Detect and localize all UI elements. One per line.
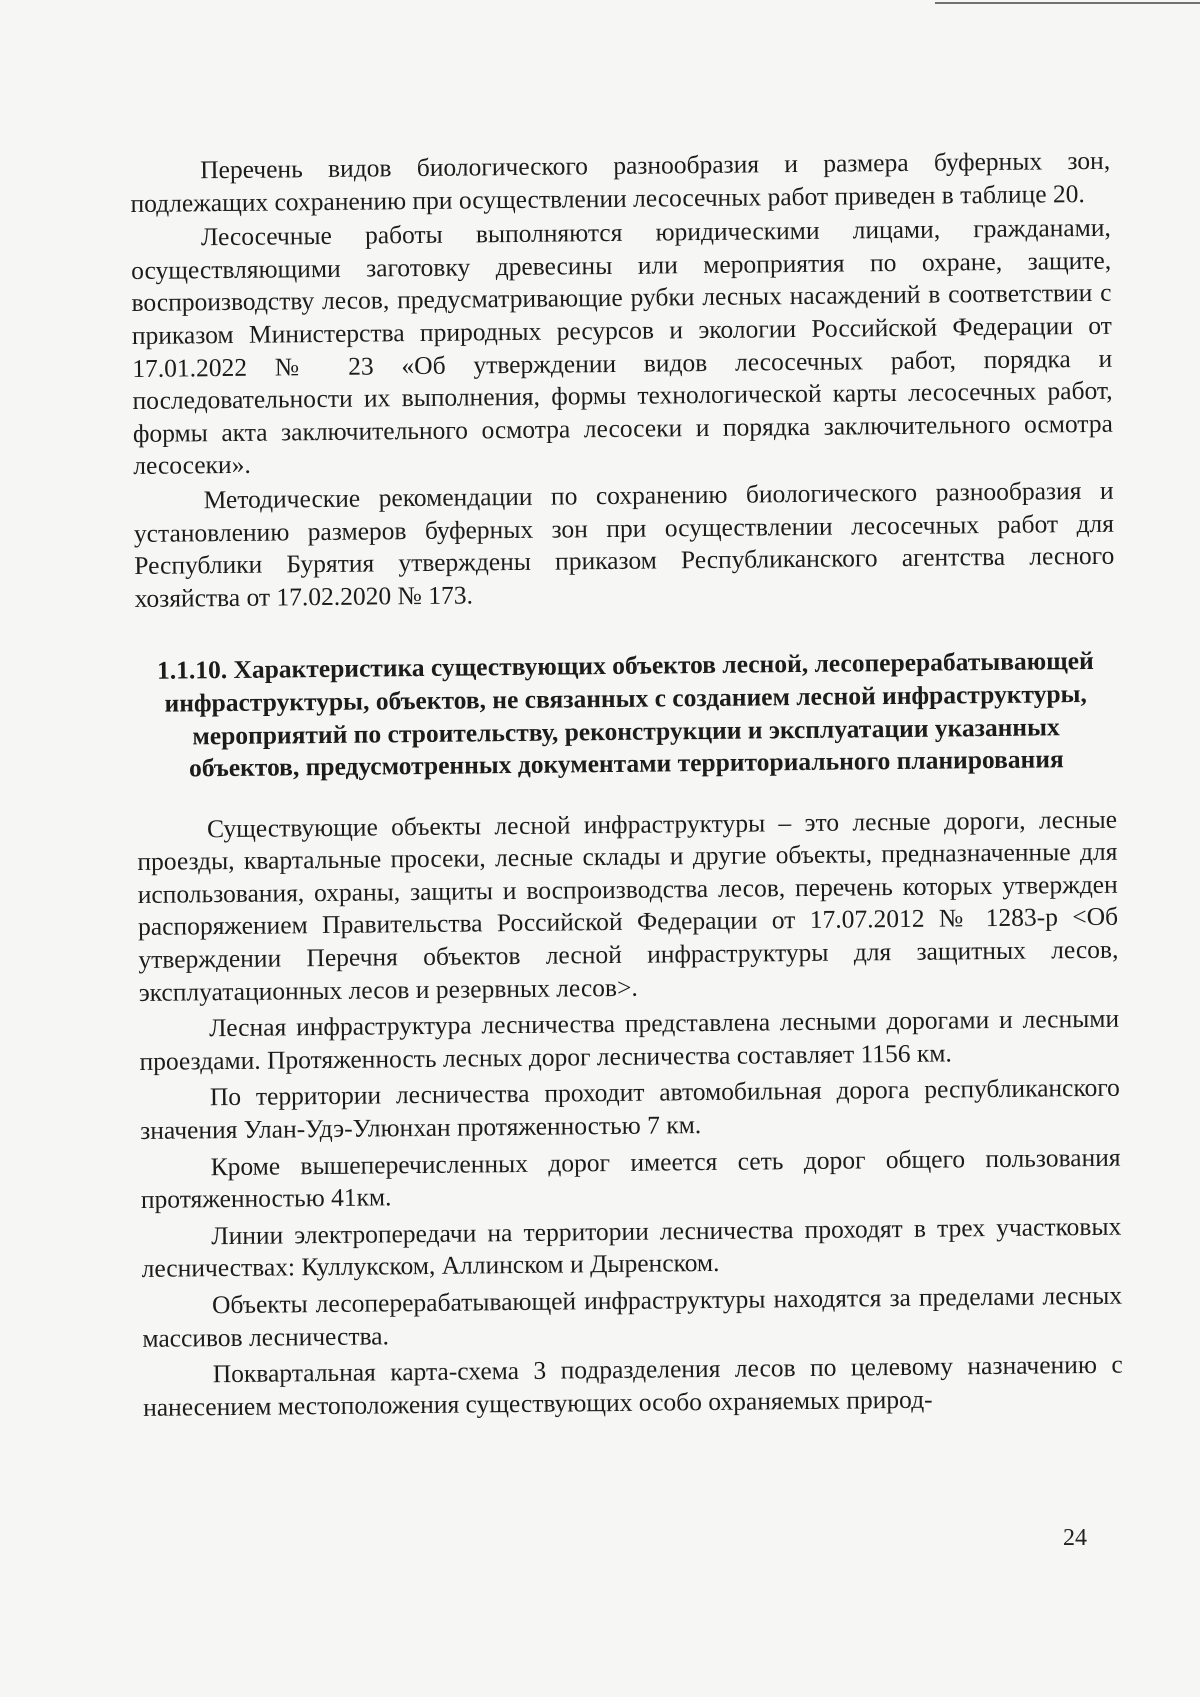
section-heading: 1.1.10. Характеристика существующих объектов лесной, лесоперерабатывающей инфраструктуры, объектов, не связанных с созданием лесной инфраструктуры, мероприятий по строительству, реконструкции и эксплуатации указанных объектов, предусмотренных документами территориального планирования [156, 646, 1094, 783]
section-body [137, 803, 1123, 1424]
paragraph-biodiversity-list: Перечень видов биологического разнообразия и размера буферных зон, подлежащих сохранению при осуществлении лесосечных работ приведен в таблице 20. [130, 145, 1111, 218]
paragraph-infrastructure-objects: Существующие объекты лесной инфраструктуры – это лесные дороги, лесные проезды, квартальные просеки, лесные склады и другие объекты, предназначенные для использования, охраны, защиты и воспроизводства лесов, перечень которых утвержден распоряжением Правительства Российской Федерации от 17.07.2012 № 1283-р <Об утверждении Перечня объектов лесной инфраструктуры для защитных лесов, эксплуатационных лесов и резервных лесов>. [137, 804, 1119, 1007]
paragraph-processing-infrastructure: Объекты лесоперерабатывающей инфраструктуры находятся за пределами лесных массивов лесничества. [142, 1280, 1123, 1353]
paragraph-map-scheme: Поквартальная карта-схема 3 подразделения лесов по целевому назначению с нанесением местоположения существующих особо охраняемых природ- [142, 1349, 1123, 1422]
paragraph-republican-road: По территории лесничества проходит автомобильная дорога республиканского значения Улан-Удэ-Улюнхан протяженностью 7 км. [140, 1073, 1120, 1145]
paragraph-forest-roads: Лесная инфраструктура лесничества представлена лесными дорогами и лесными проездами. Протяженность лесных дорог лесничества составляет 1156 км. [139, 1003, 1120, 1076]
paragraph-public-roads: Кроме вышеперечисленных дорог имеется сеть дорог общего пользования протяженностью 41км. [140, 1142, 1121, 1215]
scan-edge-line [935, 2, 1200, 4]
paragraph-logging-works: Лесосечные работы выполняются юридическими лицами, гражданами, осуществляющими заготовку древесины или мероприятия по охране, защите, воспроизводству лесов, предусматривающие рубки лесных насаждений в соответствии с приказом Министерства природных ресурсов и экологии Российской Федерации от 17.01.2022 № 23 «Об утверждении видов лесосечных работ, порядка и последовательности их выполнения, формы технологической карты лесосечных работ, формы акта заключительного осмотра лесосеки и порядка заключительного осмотра лесосеки». [131, 212, 1114, 481]
page-number: 24 [1063, 1525, 1087, 1551]
paragraph-power-lines: Линии электропередачи на территории лесничества проходят в трех участковых лесничествах: Куллукском, Аллинском и Дыренском. [141, 1211, 1122, 1284]
paragraph-methodical-recommendations: Методические рекомендации по сохранению биологического разнообразия и установлению размеров буферных зон при осуществлении лесосечных работ для Республики Бурятия утверждены приказом Республиканского агентства лесного хозяйства от 17.02.2020 № 173. [133, 475, 1115, 613]
page-content [130, 145, 1123, 1425]
